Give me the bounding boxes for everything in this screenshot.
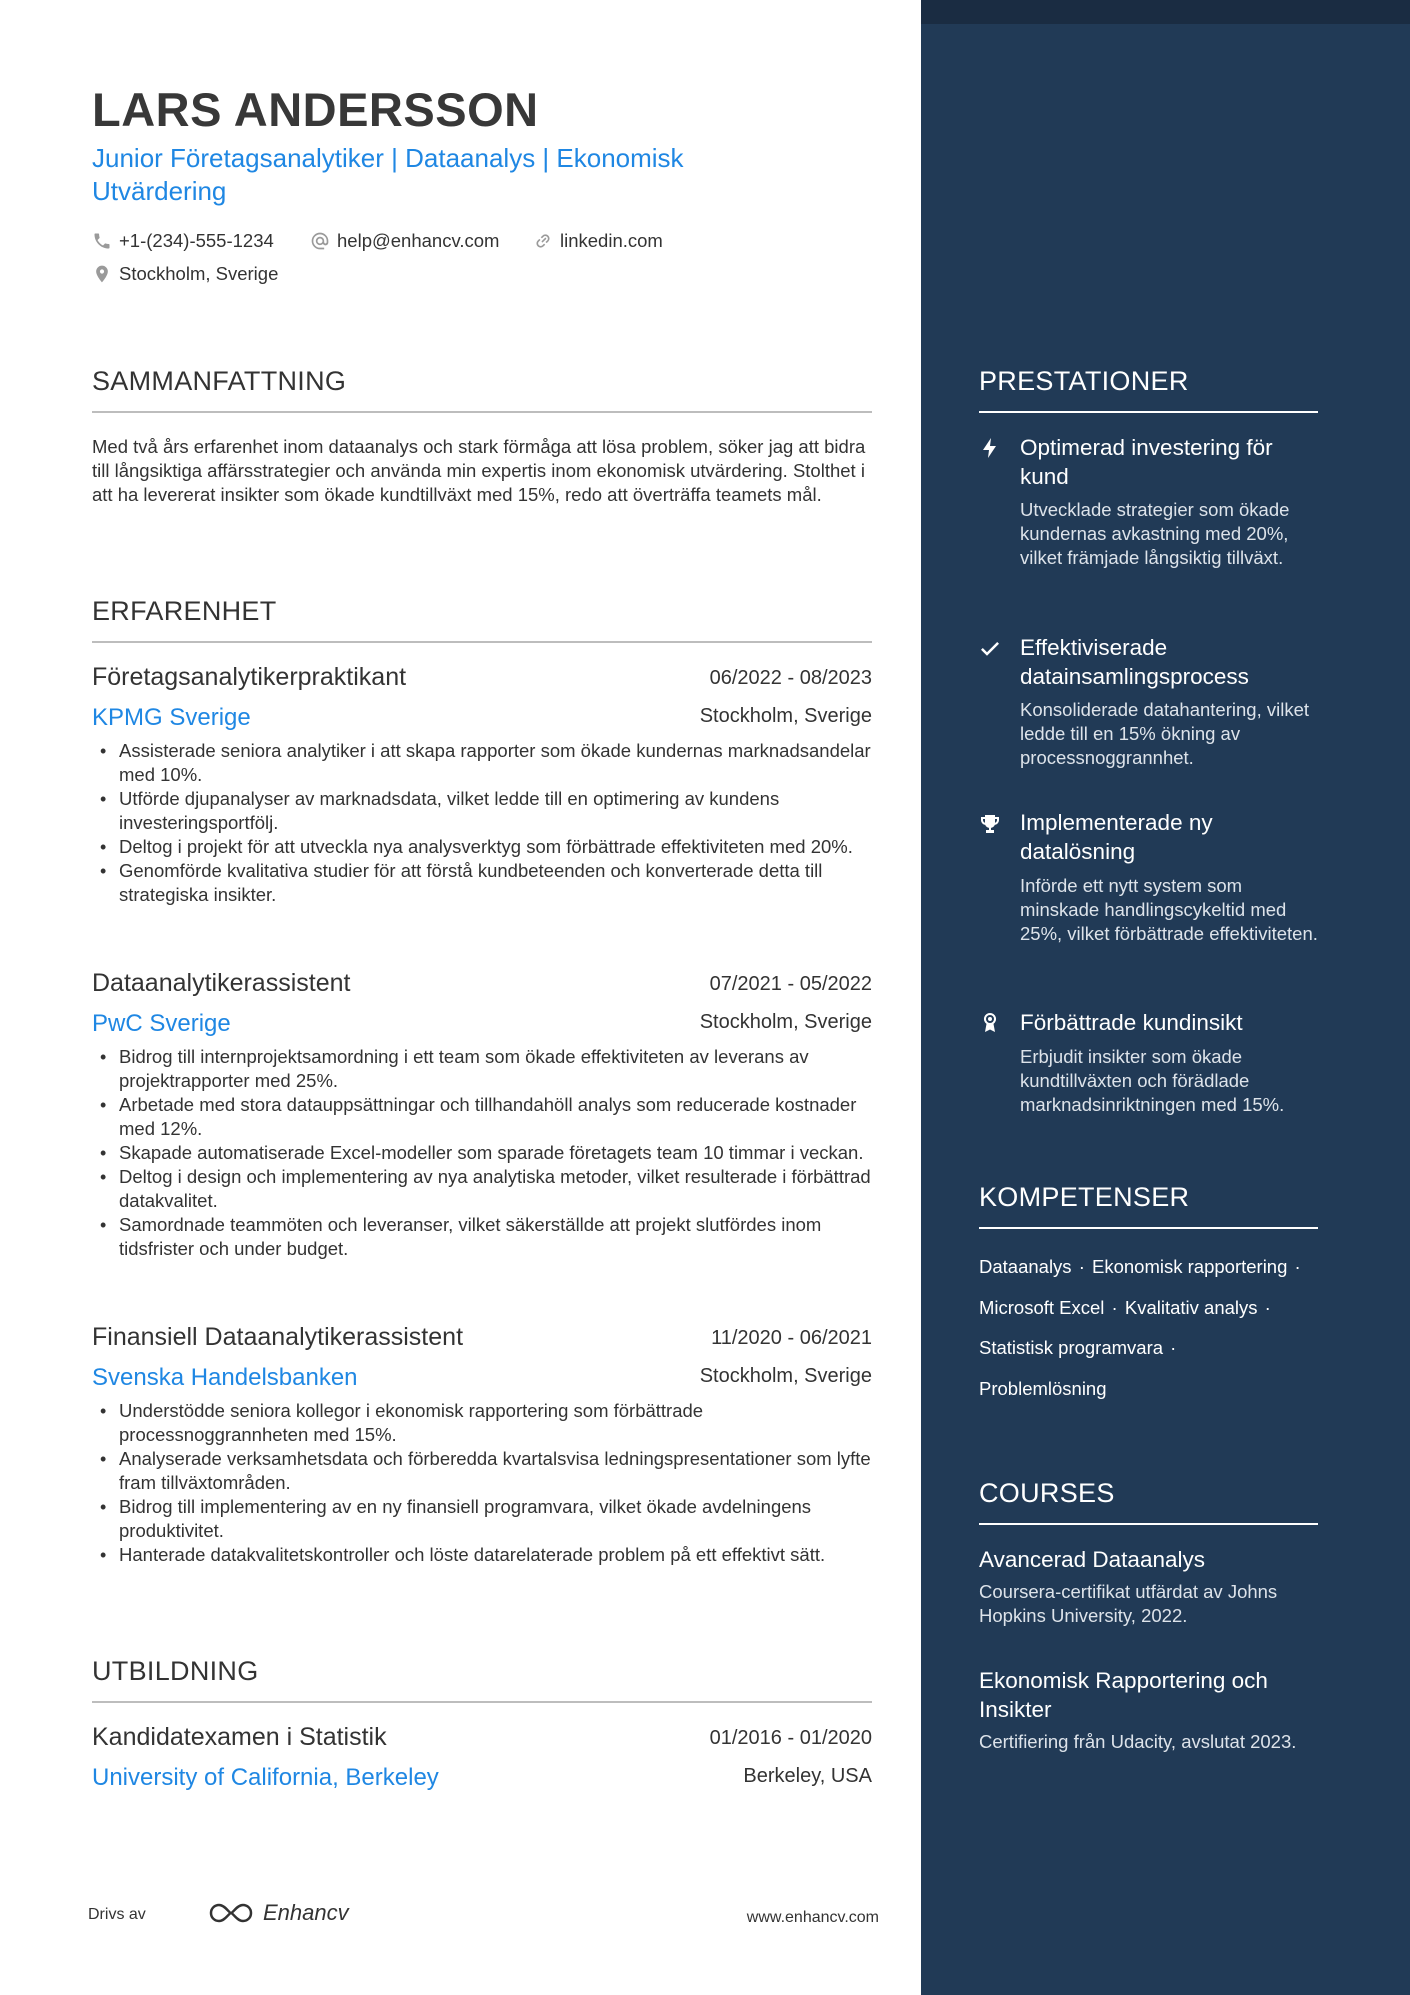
course-desc: Certifiering från Udacity, avslutat 2023. — [979, 1731, 1297, 1752]
phone-icon — [92, 231, 112, 251]
skill-item: Dataanalys — [979, 1256, 1072, 1277]
courses-divider — [979, 1523, 1318, 1525]
achievements-title: PRESTATIONER — [979, 366, 1189, 396]
email-text: help@enhancv.com — [337, 230, 500, 251]
job-location: Stockholm, Sverige — [699, 1365, 872, 1387]
summary-divider — [92, 411, 872, 413]
education-dates: 01/2016 - 01/2020 — [709, 1727, 872, 1749]
achievement-title: Effektiviserade datainsamlingsprocess — [1020, 635, 1249, 689]
skill-item: Kvalitativ analys — [1124, 1296, 1258, 1318]
skills-list: Dataanalys · Ekonomisk rapportering · Microsoft Excel · Kvalitativ analys · Statistisk programvara · Problemlösning — [979, 1256, 1301, 1399]
bullet-item: • Samordnade teammöten och leveranser, vilket säkerställde att projekt slutfördes inom tidsfrister och under budget. — [92, 1213, 872, 1261]
bullet-item: • Genomförde kvalitativa studier för att förstå kundbeteenden och konverterade detta till strategiska insikter. — [92, 859, 872, 907]
achievement-title: Implementerade ny datalösning — [1020, 810, 1213, 864]
achievement-desc: Konsoliderade datahantering, vilket ledde till en 15% ökning av processnoggrannhet. — [1020, 699, 1309, 768]
location-text: Stockholm, Sverige — [119, 263, 279, 284]
bullet-item: • Hanterade datakvalitetskontroller och löste datarelaterade problem på ett effektivt sätt. — [92, 1543, 872, 1567]
job-dates: 11/2020 - 06/2021 — [711, 1327, 872, 1349]
achievement-desc: Utvecklade strategier som ökade kundernas avkastning med 20%, vilket främjade långsiktig tillväxt. — [1020, 499, 1290, 568]
linkedin-text: linkedin.com — [560, 230, 663, 251]
bullet-item: • Assisterade seniora analytiker i att skapa rapporter som ökade kundernas marknadsandelar med 10%. — [92, 739, 872, 787]
job-title: Dataanalytikerassistent — [92, 969, 351, 997]
achievement-desc: Erbjudit insikter som ökade kundtillväxten och förädlade marknadsinriktningen med 15%. — [1020, 1046, 1285, 1115]
achievement-title: Förbättrade kundinsikt — [1020, 1010, 1243, 1035]
job-bullets — [92, 739, 872, 907]
experience-divider — [92, 641, 872, 643]
enhancv-logo[interactable] — [207, 1900, 349, 1926]
bullet-item: • Understödde seniora kollegor i ekonomisk rapportering som förbättrade processnoggrannheten med 15%. — [92, 1399, 872, 1447]
course-title: Ekonomisk Rapportering och Insikter — [979, 1668, 1268, 1722]
contact-phone[interactable] — [92, 230, 274, 252]
sidebar-column — [921, 0, 1410, 1995]
award-icon — [978, 1011, 1004, 1037]
bullet-item: • Analyserade verksamhetsdata och förberedda kvartalsvisa ledningspresentationer som lyfte fram tillväxtområden. — [92, 1447, 872, 1495]
contact-email[interactable] — [310, 230, 499, 252]
job-title: Finansiell Dataanalytikerassistent — [92, 1323, 464, 1351]
summary-text: Med två års erfarenhet inom dataanalys och stark förmåga att lösa problem, söker jag att bidra till långsiktiga affärsstrategier och använda min expertis inom ekonomisk utvärdering. Stolthet i att ha levererat insikter som ökade kundtillväxt med 15%, redo att överträffa teamets mål. — [92, 436, 866, 505]
contact-linkedin[interactable] — [533, 230, 663, 252]
school-name: University of California, Berkeley — [92, 1764, 439, 1791]
skill-item: Microsoft Excel — [979, 1296, 1105, 1318]
brand-text: Enhancv — [263, 1900, 349, 1925]
bullet-item: • Utförde djupanalyser av marknadsdata, vilket ledde till en optimering av kundens investeringsportfölj. — [92, 787, 872, 835]
skill-item: Problemlösning — [979, 1377, 1107, 1399]
job-dates: 07/2021 - 05/2022 — [709, 973, 872, 995]
footer-url[interactable]: www.enhancv.com — [746, 1909, 879, 1926]
link-icon — [533, 231, 553, 251]
bullet-item: • Deltog i design och implementering av nya analytiska metoder, vilket resulterade i förbättrad datakvalitet. — [92, 1165, 872, 1213]
experience-title: ERFARENHET — [92, 596, 277, 626]
education-location: Berkeley, USA — [743, 1765, 872, 1787]
job-bullets — [92, 1399, 872, 1567]
education-divider — [92, 1701, 872, 1703]
course-desc: Coursera-certifikat utfärdat av Johns Hopkins University, 2022. — [979, 1581, 1278, 1626]
skills-divider — [979, 1227, 1318, 1229]
lightning-icon — [978, 436, 1004, 462]
sidebar-top-bar — [921, 0, 1410, 24]
achievements-divider — [979, 411, 1318, 413]
skill-item: Statistisk programvara — [979, 1337, 1164, 1358]
checkmark-icon — [978, 636, 1004, 662]
bullet-item: • Arbetade med stora datauppsättningar och tillhandahöll analys som reducerade kostnader med 12%. — [92, 1093, 872, 1141]
bullet-item: • Deltog i projekt för att utveckla nya analysverktyg som förbättrade effektiviteten med 20%. — [92, 835, 872, 859]
job-company: KPMG Sverige — [92, 704, 251, 731]
achievement-desc: Införde ett nytt system som minskade handlingscykeltid med 25%, vilket förbättrade effektiviteten. — [1020, 875, 1318, 944]
job-dates: 06/2022 - 08/2023 — [709, 667, 872, 689]
enhancv-infinity-icon — [207, 1900, 255, 1926]
course-title: Avancerad Dataanalys — [979, 1547, 1205, 1572]
job-bullets — [92, 1045, 872, 1261]
job-company: PwC Sverige — [92, 1010, 231, 1037]
contact-location — [92, 263, 278, 285]
job-location: Stockholm, Sverige — [699, 1011, 872, 1033]
bullet-item: • Skapade automatiserade Excel-modeller som sparade företagets team 10 timmar i veckan. — [92, 1141, 872, 1165]
bullet-item: • Bidrog till internprojektsamordning i ett team som ökade effektiviteten av leverans av projektrapporter med 25%. — [92, 1045, 872, 1093]
skills-title: KOMPETENSER — [979, 1182, 1190, 1212]
job-title: Företagsanalytikerpraktikant — [92, 663, 407, 691]
bullet-item: • Bidrog till implementering av en ny finansiell programvara, vilket ökade avdelningens produktivitet. — [92, 1495, 872, 1543]
skill-item: Ekonomisk rapportering — [1092, 1256, 1288, 1277]
job-company: Svenska Handelsbanken — [92, 1364, 358, 1391]
powered-by-label: Drivs av — [88, 1906, 146, 1923]
job-location: Stockholm, Sverige — [699, 705, 872, 727]
education-title: UTBILDNING — [92, 1656, 259, 1686]
location-pin-icon — [92, 264, 112, 284]
trophy-icon — [978, 812, 1004, 838]
phone-text: +1-(234)-555-1234 — [119, 230, 274, 251]
courses-title: COURSES — [979, 1478, 1115, 1508]
candidate-name: LARS ANDERSSON — [92, 83, 539, 136]
headline: Junior Företagsanalytiker | Dataanalys | Ekonomisk Utvärdering — [92, 143, 684, 206]
degree-title: Kandidatexamen i Statistik — [92, 1723, 387, 1751]
at-icon — [310, 231, 330, 251]
summary-title: SAMMANFATTNING — [92, 366, 347, 396]
achievement-title: Optimerad investering för kund — [1020, 435, 1273, 489]
